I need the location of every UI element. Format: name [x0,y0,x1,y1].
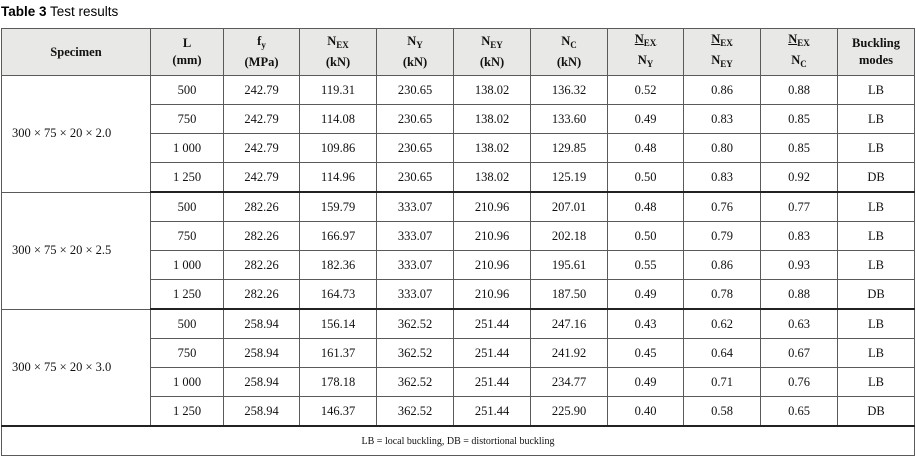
ratio-nex-ney-cell: 0.79 [684,222,761,251]
ratio-nex-ney-cell: 0.86 [684,76,761,105]
nex-cell: 109.86 [300,134,377,163]
nex-cell: 182.36 [300,251,377,280]
ney-cell: 251.44 [454,339,531,368]
nex-cell: 161.37 [300,339,377,368]
buckling-mode-cell: LB [838,222,915,251]
ny-cell: 362.52 [377,397,454,427]
ney-cell: 210.96 [454,222,531,251]
specimen-cell: 300 × 75 × 20 × 3.0 [2,309,151,426]
yield-stress-cell: 282.26 [224,192,300,222]
nex-cell: 114.08 [300,105,377,134]
length-cell: 1 250 [151,280,224,310]
ratio-nex-ney-cell: 0.62 [684,309,761,339]
length-cell: 1 250 [151,397,224,427]
ney-cell: 210.96 [454,280,531,310]
nc-cell: 133.60 [531,105,608,134]
ratio-nex-ney-cell: 0.76 [684,192,761,222]
ratio-nex-nc-cell: 0.93 [761,251,838,280]
ratio-nex-ny-cell: 0.48 [608,192,684,222]
buckling-mode-cell: LB [838,339,915,368]
buckling-mode-cell: LB [838,368,915,397]
ratio-nex-nc-cell: 0.85 [761,134,838,163]
length-cell: 1 000 [151,134,224,163]
buckling-mode-cell: LB [838,251,915,280]
nc-cell: 241.92 [531,339,608,368]
ratio-nex-ny-cell: 0.50 [608,163,684,193]
buckling-mode-cell: DB [838,280,915,310]
nc-cell: 129.85 [531,134,608,163]
ney-cell: 138.02 [454,163,531,193]
nc-cell: 125.19 [531,163,608,193]
yield-stress-cell: 282.26 [224,251,300,280]
ney-cell: 251.44 [454,368,531,397]
yield-stress-cell: 242.79 [224,76,300,105]
header-ny: $N_Y$ (kN) [377,29,454,76]
ratio-nex-ney-cell: 0.71 [684,368,761,397]
nc-cell: 234.77 [531,368,608,397]
ratio-nex-ny-cell: 0.40 [608,397,684,427]
ny-cell: 333.07 [377,280,454,310]
footnote-row [2,426,915,456]
ney-cell: 210.96 [454,251,531,280]
length-cell: 500 [151,309,224,339]
header-nex: $N_{EX}$ (kN) [300,29,377,76]
header-buckling-modes: Buckling modes [838,29,915,76]
nc-cell: 247.16 [531,309,608,339]
ratio-nex-nc-cell: 0.76 [761,368,838,397]
table-row [2,76,915,105]
buckling-mode-cell: LB [838,309,915,339]
length-cell: 1 000 [151,368,224,397]
ratio-nex-ny-cell: 0.48 [608,134,684,163]
yield-stress-cell: 258.94 [224,397,300,427]
buckling-mode-cell: LB [838,192,915,222]
yield-stress-cell: 282.26 [224,280,300,310]
ratio-nex-ny-cell: 0.45 [608,339,684,368]
ratio-nex-ney-cell: 0.58 [684,397,761,427]
length-cell: 1 000 [151,251,224,280]
buckling-mode-cell: LB [838,134,915,163]
table-caption [1,4,118,19]
length-cell: 750 [151,222,224,251]
nc-cell: 187.50 [531,280,608,310]
ny-cell: 230.65 [377,163,454,193]
yield-stress-cell: 258.94 [224,368,300,397]
ny-cell: 230.65 [377,105,454,134]
ratio-nex-nc-cell: 0.85 [761,105,838,134]
ny-cell: 333.07 [377,222,454,251]
ratio-nex-nc-cell: 0.65 [761,397,838,427]
header-ratio-nex-ney: $N_{EX}$ $N_{EY}$ [684,29,761,76]
ratio-nex-nc-cell: 0.63 [761,309,838,339]
buckling-mode-cell: DB [838,163,915,193]
nex-cell: 166.97 [300,222,377,251]
ratio-nex-nc-cell: 0.83 [761,222,838,251]
nex-cell: 164.73 [300,280,377,310]
yield-stress-cell: 242.79 [224,134,300,163]
nc-cell: 136.32 [531,76,608,105]
ratio-nex-nc-cell: 0.88 [761,76,838,105]
ratio-nex-nc-cell: 0.77 [761,192,838,222]
yield-stress-cell: 282.26 [224,222,300,251]
ratio-nex-ney-cell: 0.83 [684,163,761,193]
yield-stress-cell: 258.94 [224,339,300,368]
ny-cell: 333.07 [377,251,454,280]
specimen-cell: 300 × 75 × 20 × 2.5 [2,192,151,309]
nex-cell: 159.79 [300,192,377,222]
yield-stress-cell: 242.79 [224,163,300,193]
ratio-nex-ny-cell: 0.43 [608,309,684,339]
results-table [1,28,915,456]
ratio-nex-ney-cell: 0.83 [684,105,761,134]
ney-cell: 210.96 [454,192,531,222]
specimen-cell: 300 × 75 × 20 × 2.0 [2,76,151,193]
ney-cell: 138.02 [454,134,531,163]
nc-cell: 225.90 [531,397,608,427]
ratio-nex-nc-cell: 0.88 [761,280,838,310]
footnote: LB = local buckling, DB = distortional buckling [2,426,915,456]
nex-cell: 146.37 [300,397,377,427]
ratio-nex-ny-cell: 0.49 [608,105,684,134]
nex-cell: 156.14 [300,309,377,339]
nc-cell: 195.61 [531,251,608,280]
nex-cell: 119.31 [300,76,377,105]
ney-cell: 251.44 [454,309,531,339]
yield-stress-cell: 258.94 [224,309,300,339]
nc-cell: 202.18 [531,222,608,251]
ney-cell: 251.44 [454,397,531,427]
ratio-nex-ny-cell: 0.49 [608,280,684,310]
ney-cell: 138.02 [454,105,531,134]
header-specimen: Specimen [2,29,151,76]
length-cell: 750 [151,339,224,368]
ny-cell: 230.65 [377,76,454,105]
ny-cell: 362.52 [377,368,454,397]
nex-cell: 178.18 [300,368,377,397]
buckling-mode-cell: DB [838,397,915,427]
table-row [2,309,915,339]
ratio-nex-ny-cell: 0.55 [608,251,684,280]
header-yield-stress: $f_y$ (MPa) [224,29,300,76]
ny-cell: 362.52 [377,309,454,339]
yield-stress-cell: 242.79 [224,105,300,134]
ratio-nex-ney-cell: 0.64 [684,339,761,368]
ratio-nex-ney-cell: 0.78 [684,280,761,310]
header-row [2,29,915,76]
header-ney: $N_{EY}$ (kN) [454,29,531,76]
buckling-mode-cell: LB [838,76,915,105]
ratio-nex-ny-cell: 0.52 [608,76,684,105]
header-length: L (mm) [151,29,224,76]
length-cell: 500 [151,76,224,105]
ratio-nex-ney-cell: 0.86 [684,251,761,280]
table-caption-label: Table 3 [1,4,47,19]
ratio-nex-nc-cell: 0.92 [761,163,838,193]
header-nc: $N_C$ (kN) [531,29,608,76]
nex-cell: 114.96 [300,163,377,193]
ney-cell: 138.02 [454,76,531,105]
table-row [2,192,915,222]
ny-cell: 230.65 [377,134,454,163]
ny-cell: 333.07 [377,192,454,222]
header-ratio-nex-nc: $N_{EX}$ $N_C$ [761,29,838,76]
header-ratio-nex-ny: $N_{EX}$ $N_Y$ [608,29,684,76]
ratio-nex-ny-cell: 0.50 [608,222,684,251]
length-cell: 1 250 [151,163,224,193]
ratio-nex-nc-cell: 0.67 [761,339,838,368]
nc-cell: 207.01 [531,192,608,222]
ratio-nex-ny-cell: 0.49 [608,368,684,397]
ratio-nex-ney-cell: 0.80 [684,134,761,163]
table-body [2,76,915,427]
buckling-mode-cell: LB [838,105,915,134]
length-cell: 750 [151,105,224,134]
ny-cell: 362.52 [377,339,454,368]
table-caption-title: Test results [46,4,119,19]
length-cell: 500 [151,192,224,222]
